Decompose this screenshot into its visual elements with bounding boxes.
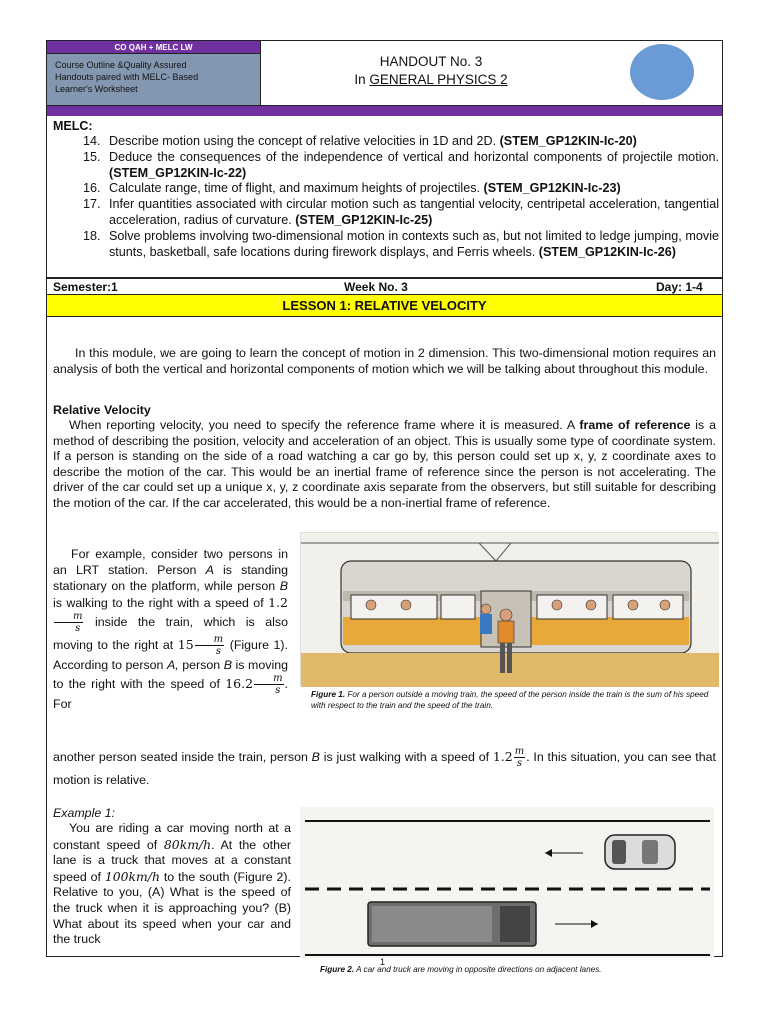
- unit-numerator: m: [195, 634, 224, 646]
- key-term: frame of reference: [579, 418, 691, 432]
- handout-number: HANDOUT No. 3: [379, 54, 483, 69]
- header-left-panel: [47, 41, 261, 105]
- paragraph-text: (Figure 1). According to person: [53, 637, 288, 672]
- example-paragraph: [53, 546, 288, 712]
- unit-denominator: s: [275, 685, 281, 697]
- speed-value: 1.2: [268, 594, 288, 610]
- unit-denominator: s: [516, 758, 523, 770]
- paragraph-text: is moving to the right with the speed of: [53, 657, 288, 691]
- relative-velocity-paragraph: [53, 418, 716, 512]
- handout-header: [46, 40, 723, 106]
- melc-item: [83, 150, 719, 182]
- subtitle-line: Learner's Worksheet: [55, 84, 138, 94]
- melc-item-number: 15.: [83, 149, 101, 164]
- unit-fraction: [195, 634, 224, 657]
- handout-subject-line: [261, 71, 601, 89]
- day-range: Day: 1-4: [656, 280, 703, 294]
- melc-label: MELC:: [53, 119, 93, 133]
- melc-item-text: Infer quantities associated with circular motion such as tangential velocity, centripetal acceleration, tangential acceleration, radius of curvature.: [109, 197, 719, 227]
- paragraph-text: . For: [53, 676, 288, 712]
- unit-fraction: [54, 611, 83, 634]
- melc-item-code: (STEM_GP12KIN-Ic-22): [109, 165, 247, 180]
- melc-item-number: 14.: [83, 134, 101, 148]
- speed-value: 80: [163, 836, 180, 852]
- header-divider: [46, 106, 723, 116]
- subtitle-line: Course Outline &Quality Assured: [55, 60, 187, 70]
- paragraph-text: is a method of describing the position, velocity and acceleration of an object. This is usually some type of coordinate system. If a person is standing on the side of a road watching a car go by, this person could set up x, y, z coordinate axes to describe the motion of the car. This would be an inertial frame of reference since the person is not accelerating. The driver of the car could set up a unique x, y, z coordinate axis separate from the observers, but still suitable for describing the motion of the car. If the car accelerated, this would be a non-inertial frame of reference.: [53, 418, 716, 510]
- melc-item: [83, 181, 719, 197]
- person-b: B: [223, 657, 232, 672]
- example-paragraph-continued: [53, 745, 716, 792]
- schedule-row: [46, 278, 723, 295]
- header-tag: CO QAH + MELC LW: [47, 41, 260, 54]
- page-number: 1: [380, 957, 386, 967]
- section-heading: Relative Velocity: [53, 403, 151, 417]
- unit-numerator: m: [514, 746, 525, 758]
- speed-unit: km/h: [128, 868, 160, 884]
- speed-value: 16.2: [225, 675, 254, 691]
- melc-item: [83, 134, 719, 150]
- paragraph-text: For example, consider two persons in an LRT station. Person: [53, 547, 288, 578]
- train-illustration: [301, 533, 719, 687]
- paragraph-text: is just walking with a speed of: [319, 750, 493, 764]
- figure-2-illustration: [300, 807, 714, 958]
- person-a: A,: [167, 657, 179, 672]
- paragraph-text: When reporting velocity, you need to specify the reference frame where it is measured. A: [69, 418, 580, 432]
- figure-1-illustration: [300, 532, 718, 686]
- unit-numerator: m: [54, 611, 83, 623]
- unit-fraction: [514, 746, 525, 769]
- melc-item: [83, 197, 719, 229]
- melc-item-number: 16.: [83, 181, 101, 196]
- paragraph-text: is standing stationary on the platform, while person: [53, 563, 288, 594]
- week-number: Week No. 3: [344, 280, 408, 294]
- melc-item-text: Calculate range, time of flight, and maximum heights of projectiles.: [109, 181, 484, 196]
- melc-item: [83, 229, 719, 261]
- paragraph-text: . At the other lane is a truck that moves at a constant speed of: [53, 837, 292, 884]
- person-b: B: [311, 750, 320, 764]
- subtitle-line: Handouts paired with MELC- Based: [55, 72, 199, 82]
- melc-item-text: Deduce the consequences of the independence of vertical and horizontal components of projectile motion.: [109, 149, 719, 164]
- person-a: A: [205, 563, 214, 578]
- unit-fraction: [254, 673, 283, 696]
- unit-denominator: s: [75, 622, 81, 634]
- melc-item-code: (STEM_GP12KIN-Ic-23): [483, 181, 621, 196]
- melc-list: [83, 134, 719, 260]
- paragraph-text: person: [178, 657, 224, 672]
- road-illustration: [300, 807, 714, 958]
- lesson-title: LESSON 1: RELATIVE VELOCITY: [46, 295, 723, 317]
- melc-item-number: 17.: [83, 197, 101, 212]
- handout-title: [261, 53, 601, 89]
- paragraph-text: another person seated inside the train, person: [53, 750, 312, 764]
- melc-item-text: Solve problems involving two-dimensional motion in contexts such as, but not limited to ledge jumping, movie stunts, basketball, safe locations during firework displays, and Ferris wheels.: [109, 228, 719, 259]
- example-heading: Example 1:: [53, 806, 115, 820]
- figure-1-caption: [311, 690, 716, 711]
- speed-unit: km/h: [179, 836, 212, 852]
- subject-name: GENERAL PHYSICS 2: [369, 72, 508, 87]
- paragraph-text: You are riding a car moving north at a constant speed of: [53, 821, 291, 852]
- speed-value: 1.2: [492, 749, 513, 764]
- melc-item-text: Describe motion using the concept of relative velocities in 1D and 2D.: [109, 134, 500, 148]
- paragraph-text: to the south (Figure 2). Relative to you, (A) What is the speed of the truck when it is approaching you? (B) What about its speed when your car and the truck: [53, 869, 292, 947]
- caption-text: For a person outside a moving train, the speed of the person inside the train is the sum of his speed with respect to the train and the speed of the train.: [311, 690, 709, 710]
- subject-prefix: In: [354, 72, 370, 87]
- paragraph-text: is walking to the right with a speed of: [53, 595, 269, 610]
- unit-denominator: s: [215, 645, 221, 657]
- melc-section: [46, 116, 723, 278]
- unit-numerator: m: [254, 673, 283, 685]
- melc-item-code: (STEM_GP12KIN-Ic-26): [538, 244, 676, 259]
- paragraph-text: . In this situation, you can see that motion is relative.: [53, 750, 716, 788]
- figure-label: Figure 1.: [311, 690, 346, 699]
- speed-value: 100: [104, 868, 129, 884]
- speed-value: 15: [177, 636, 194, 652]
- figure-label: Figure 2.: [320, 965, 355, 974]
- melc-item-code: (STEM_GP12KIN-Ic-25): [295, 212, 433, 227]
- semester: Semester:1: [53, 280, 118, 294]
- intro-paragraph: In this module, we are going to learn the concept of motion in 2 dimension. This two-dimensional motion requires an analysis of both the vertical and horizontal components of motion which we will be talking about throughout this module.: [53, 346, 716, 376]
- example-1-problem: [53, 821, 291, 948]
- person-b: B: [279, 579, 288, 594]
- school-logo: [630, 44, 694, 100]
- paragraph-text: inside the train, which is also moving to the right at: [53, 614, 288, 652]
- melc-item-code: (STEM_GP12KIN-Ic-20): [499, 134, 637, 148]
- header-subtitle: [47, 54, 260, 105]
- caption-text: A car and truck are moving in opposite directions on adjacent lanes.: [354, 965, 602, 974]
- melc-item-number: 18.: [83, 228, 101, 243]
